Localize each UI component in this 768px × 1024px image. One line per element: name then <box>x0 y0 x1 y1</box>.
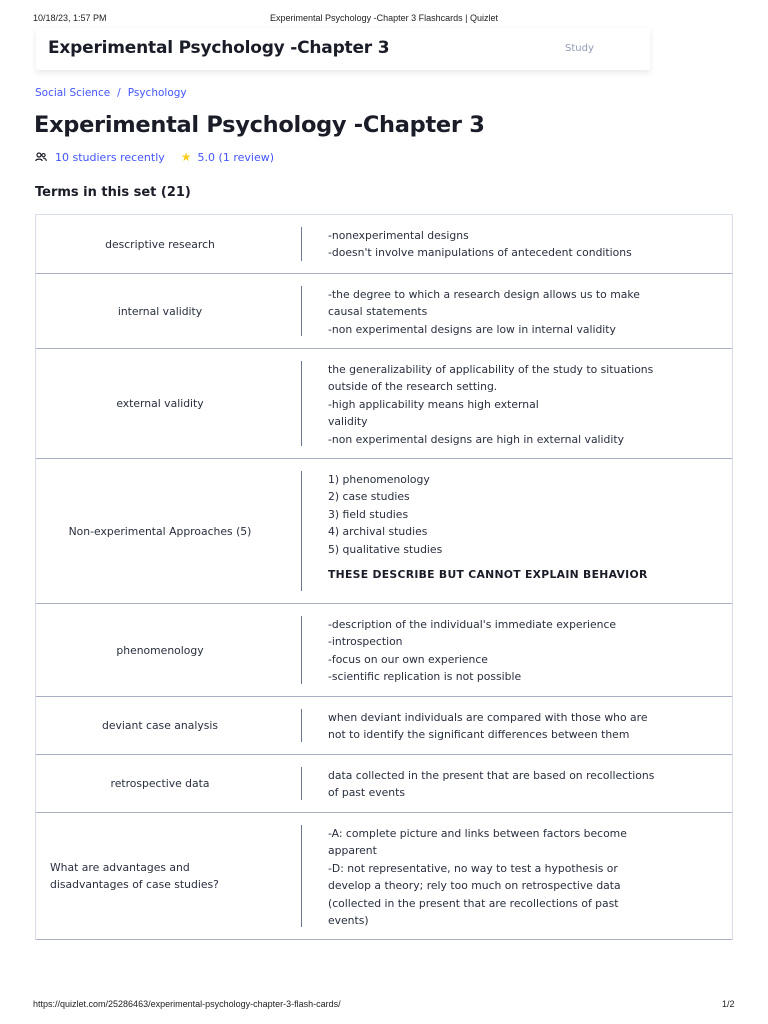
study-button[interactable]: Study <box>565 43 594 54</box>
term-divider <box>301 616 302 684</box>
breadcrumb <box>35 87 187 99</box>
term-definition: when deviant individuals are compared with those who are not to identify the significant differences between them <box>328 711 648 742</box>
breadcrumb-separator: / <box>117 87 121 99</box>
term-word: internal validity <box>117 304 203 318</box>
print-doc-title: Experimental Psychology -Chapter 3 Flashcards | Quizlet <box>270 13 498 23</box>
term-definition: -nonexperimental designs -doesn't involve manipulations of antecedent conditions <box>328 229 632 260</box>
term-divider <box>301 767 302 800</box>
term-row <box>36 697 732 755</box>
print-header <box>0 13 768 25</box>
term-divider <box>301 709 302 742</box>
star-icon: ★ <box>180 150 192 164</box>
term-divider <box>301 471 302 591</box>
terms-list <box>35 214 733 940</box>
print-page-number: 1/2 <box>722 999 735 1009</box>
term-definition <box>286 459 732 603</box>
page-title: Experimental Psychology -Chapter 3 <box>34 112 485 138</box>
term-definition: -A: complete picture and links between factors become apparent -D: not representative, no way to test a hypothesis or develop a theory; rely too much on retrospective data (collected in the present that are recollections of past events) <box>328 827 627 928</box>
print-url: https://quizlet.com/25286463/experimental-psychology-chapter-3-flash-cards/ <box>33 999 341 1009</box>
term-row <box>36 274 732 349</box>
term-definition: data collected in the present that are based on recollections of past events <box>328 769 655 800</box>
sticky-header-bar <box>36 28 650 70</box>
term-row <box>36 604 732 697</box>
term-row <box>36 215 732 274</box>
rating-text[interactable]: 5.0 (1 review) <box>197 150 274 164</box>
set-meta <box>35 150 274 164</box>
term-row <box>36 755 732 813</box>
term-definition: -the degree to which a research design allows us to make causal statements -non experimental designs are low in internal validity <box>328 288 640 336</box>
term-row <box>36 813 732 940</box>
term-word: retrospective data <box>110 777 210 790</box>
sticky-title: Experimental Psychology -Chapter 3 <box>48 38 390 58</box>
term-divider <box>301 227 302 261</box>
term-definition-text: 1) phenomenology 2) case studies 3) field studies 4) archival studies 5) qualitative studies <box>328 473 443 556</box>
term-word: descriptive research <box>105 237 215 251</box>
breadcrumb-link-psychology[interactable]: Psychology <box>127 87 187 99</box>
people-icon <box>35 152 47 162</box>
term-definition-emphasis: THESE DESCRIBE BUT CANNOT EXPLAIN BEHAVIOR <box>328 568 648 582</box>
studiers-count[interactable]: 10 studiers recently <box>55 150 165 164</box>
term-row <box>36 459 732 604</box>
term-definition: the generalizability of applicability of the study to situations outside of the research setting. -high applicability means high external validity -non experimental designs are high in external validity <box>328 363 654 446</box>
term-word: external validity <box>116 397 204 410</box>
term-row <box>36 349 732 459</box>
term-divider <box>301 286 302 336</box>
term-definition: -description of the individual's immediate experience -introspection -focus on our own experience -scientific replication is not possible <box>328 618 617 684</box>
term-divider <box>301 361 302 446</box>
print-datetime: 10/18/23, 1:57 PM <box>33 13 107 23</box>
term-word: deviant case analysis <box>102 719 218 732</box>
term-word: Non-experimental Approaches (5) <box>68 524 252 538</box>
term-word: phenomenology <box>116 643 204 657</box>
term-word: What are advantages and disadvantages of case studies? <box>50 861 219 891</box>
breadcrumb-link-social-science[interactable]: Social Science <box>35 87 111 99</box>
terms-heading: Terms in this set (21) <box>35 185 191 200</box>
term-divider <box>301 825 302 927</box>
